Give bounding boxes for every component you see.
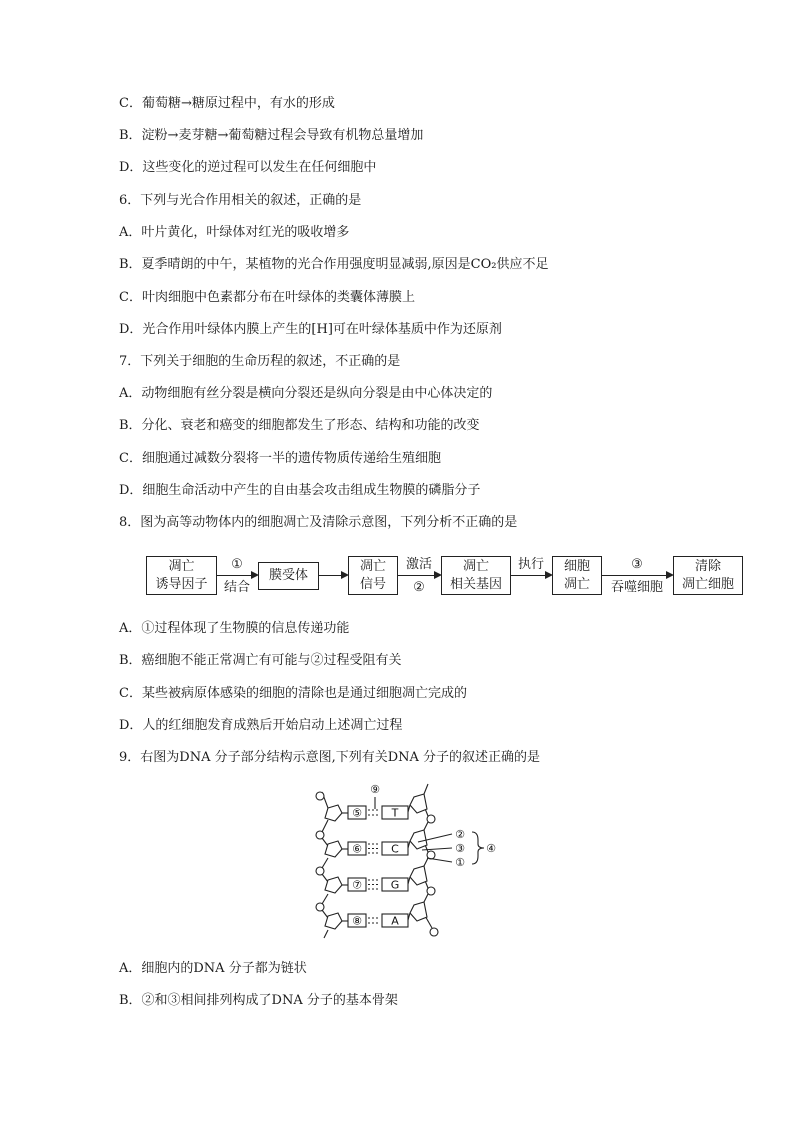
flow-arrow-label: ②: [413, 580, 425, 595]
flow-arrow-label: 结合: [223, 580, 250, 595]
option-line: B．夏季晴朗的中午，某植物的光合作用强度明显减弱,原因是CO₂供应不足: [119, 257, 549, 272]
dna-label: ⑧: [352, 914, 362, 928]
flow-arrow: [398, 575, 440, 576]
flow-box-text: 信号: [359, 576, 386, 592]
dna-base: G: [390, 878, 400, 892]
question-stem: 9．右图为DNA 分子部分结构示意图,下列有关DNA 分子的叙述正确的是: [119, 750, 541, 765]
dna-label: ⑥: [352, 842, 362, 856]
dna-base: C: [391, 842, 399, 856]
flow-arrow-label: 吞噬细胞: [610, 580, 663, 595]
dna-label: ①: [455, 856, 465, 869]
dna-base: T: [391, 806, 399, 820]
flow-box-text: 诱导因子: [155, 576, 208, 592]
option-line: C．叶肉细胞中色素都分布在叶绿体的类囊体薄膜上: [119, 290, 415, 305]
option-line: A．①过程体现了生物膜的信息传递功能: [119, 621, 350, 636]
flow-arrow-label: 激活: [405, 557, 432, 572]
dna-label: ④: [486, 842, 496, 855]
flow-box-signal: [348, 556, 398, 595]
flow-arrow-label: 执行: [517, 557, 544, 572]
flow-box-text: 膜受体: [268, 568, 308, 583]
option-line: D．这些变化的逆过程可以发生在任何细胞中: [119, 160, 377, 175]
question-stem: 6．下列与光合作用相关的叙述，正确的是: [119, 193, 362, 208]
flow-box-genes: [441, 556, 511, 595]
option-line: C．细胞通过减数分裂将一半的遗传物质传递给生殖细胞: [119, 451, 441, 466]
flow-arrow-label: ③: [631, 557, 643, 572]
flow-box-inducer: [146, 556, 217, 595]
flow-box-text: 细胞: [563, 558, 590, 574]
option-line: B．淀粉→麦芽糖→葡萄糖过程会导致有机物总量增加: [119, 128, 424, 143]
option-line: D．细胞生命活动中产生的自由基会攻击组成生物膜的磷脂分子: [119, 483, 481, 498]
option-line: A．动物细胞有丝分裂是横向分裂还是纵向分裂是由中心体决定的: [119, 386, 493, 401]
flow-arrow: [217, 575, 257, 576]
dna-base: A: [391, 914, 399, 928]
flow-box-text: 凋亡: [563, 576, 590, 592]
option-line: C．葡萄糖→糖原过程中，有水的形成: [119, 96, 335, 111]
flow-box-text: 清除: [694, 558, 721, 574]
dna-label: ②: [455, 828, 465, 841]
dna-label: ③: [455, 842, 465, 855]
option-line: B．分化、衰老和癌变的细胞都发生了形态、结构和功能的改变: [119, 418, 480, 433]
option-line: D．人的红细胞发育成熟后开始启动上述凋亡过程: [119, 718, 403, 733]
flow-arrow-label: ①: [231, 557, 243, 572]
flow-box-text: 凋亡: [462, 558, 489, 574]
flow-arrow: [511, 575, 551, 576]
flow-box-clearance: [673, 556, 743, 595]
option-line: B．②和③相间排列构成了DNA 分子的基本骨架: [119, 993, 398, 1008]
flow-box-text: 相关基因: [449, 576, 502, 592]
dna-label: ⑤: [352, 806, 362, 820]
dna-label: ⑦: [352, 878, 362, 892]
flow-box-apoptosis: [552, 556, 602, 595]
flow-box-text: 凋亡细胞: [681, 576, 734, 592]
option-line: C．某些被病原体感染的细胞的清除也是通过细胞凋亡完成的: [119, 686, 467, 701]
flow-box-text: 凋亡: [168, 558, 195, 574]
flow-arrow: [319, 575, 347, 576]
flow-box-receptor: [258, 562, 319, 590]
option-line: B．癌细胞不能正常凋亡有可能与②过程受阻有关: [119, 653, 402, 668]
option-line: D．光合作用叶绿体内膜上产生的[H]可在叶绿体基质中作为还原剂: [119, 322, 502, 337]
flow-box-text: 凋亡: [359, 558, 386, 574]
dna-label: ⑨: [370, 783, 380, 796]
apoptosis-flowchart: [146, 551, 746, 601]
dna-structure-figure: [300, 780, 500, 940]
flow-arrow: [602, 575, 672, 576]
question-stem: 7．下列关于细胞的生命历程的叙述，不正确的是: [119, 354, 401, 369]
question-stem: 8．图为高等动物体内的细胞凋亡及清除示意图，下列分析不正确的是: [119, 515, 518, 530]
option-line: A．叶片黄化，叶绿体对红光的吸收增多: [119, 225, 350, 240]
option-line: A．细胞内的DNA 分子都为链状: [119, 961, 307, 976]
